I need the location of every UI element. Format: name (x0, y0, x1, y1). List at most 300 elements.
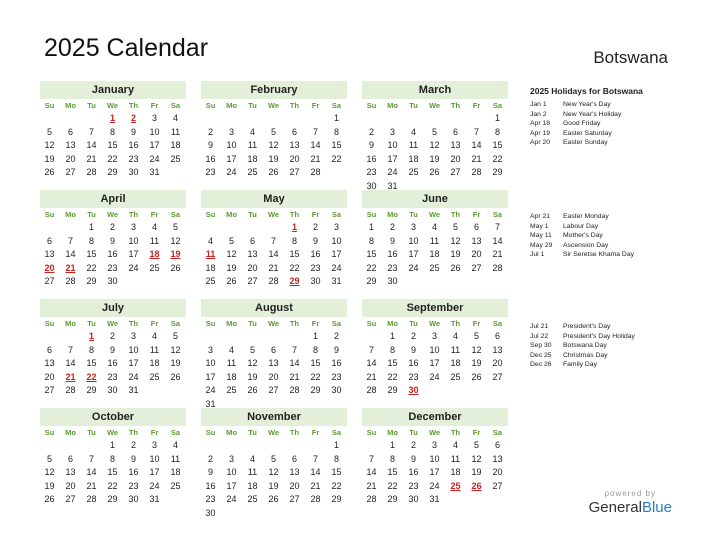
empty-day (361, 112, 382, 126)
calendar-day: 26 (170, 371, 181, 382)
holiday-date: Dec 26 (530, 361, 552, 369)
calendar-day: 12 (268, 467, 279, 477)
holiday-day: 21 (65, 262, 76, 273)
calendar-day: 8 (494, 126, 500, 137)
empty-day (263, 439, 284, 453)
calendar-day: 10 (149, 453, 160, 464)
holiday-item (530, 360, 700, 370)
calendar-day: 17 (331, 249, 342, 259)
calendar-day: 4 (249, 453, 255, 464)
calendar-day: 26 (268, 167, 279, 177)
month-header: July (40, 299, 186, 317)
empty-day (60, 221, 81, 235)
holiday-item (530, 138, 700, 148)
calendar-day: 2 (207, 453, 213, 464)
weekday-label: Mo (226, 428, 237, 437)
calendar-day: 25 (205, 276, 216, 286)
calendar-day: 22 (86, 262, 97, 273)
holiday-date: Apr 21 (530, 213, 551, 220)
calendar-day: 7 (291, 344, 297, 355)
calendar-day: 15 (331, 467, 342, 477)
holiday-date: Jul 21 (530, 323, 549, 330)
holiday-date: Apr 18 (530, 120, 551, 128)
holiday-name: Easter Saturday (563, 129, 612, 137)
weekday-label: Tu (409, 210, 418, 219)
calendar-day: 1 (368, 222, 374, 232)
holiday-day: 29 (289, 276, 300, 286)
weekday-label: Mo (387, 428, 398, 437)
calendar-day: 31 (331, 276, 342, 286)
weekday-label: Fr (150, 428, 159, 437)
calendar-day: 12 (450, 235, 461, 246)
calendar-day: 11 (247, 140, 258, 150)
weekday-label: Mo (65, 101, 76, 110)
calendar-day: 21 (86, 480, 97, 491)
calendar-day: 22 (289, 262, 300, 273)
weekday-label: Su (366, 428, 377, 437)
calendar-day: 28 (492, 262, 503, 273)
calendar-day: 24 (429, 371, 440, 382)
empty-day (39, 112, 60, 126)
calendar-day: 31 (387, 180, 398, 191)
empty-day (424, 112, 445, 126)
holiday-day: 20 (44, 262, 55, 273)
calendar-day: 9 (389, 235, 395, 246)
calendar-day: 25 (170, 153, 181, 164)
calendar-day: 31 (429, 494, 440, 504)
month-header: October (40, 408, 186, 426)
calendar-day: 1 (389, 440, 395, 450)
calendar-day: 11 (408, 140, 419, 150)
month-days-grid (39, 208, 186, 289)
weekday-label: We (428, 428, 441, 437)
weekday-label: Mo (65, 319, 76, 328)
calendar-day: 2 (410, 331, 416, 341)
holiday-date: May 11 (530, 232, 552, 240)
calendar-day: 13 (492, 453, 503, 464)
calendar-day: 1 (88, 222, 94, 232)
calendar-day: 7 (473, 126, 479, 137)
holiday-item (530, 351, 700, 361)
weekday-label: Mo (65, 428, 76, 437)
calendar-day: 1 (333, 440, 339, 450)
calendar-day: 28 (310, 494, 321, 504)
holiday-date: Dec 25 (530, 351, 552, 359)
calendar-day: 5 (452, 222, 458, 232)
calendar-day: 20 (471, 249, 482, 259)
weekday-label: Su (205, 210, 216, 219)
brand-blue: Blue (641, 499, 672, 516)
calendar-day: 27 (44, 276, 55, 286)
weekday-label: Th (128, 428, 139, 437)
weekday-label: Fr (150, 101, 159, 110)
calendar-day: 16 (205, 153, 216, 164)
calendar-day: 28 (65, 385, 76, 395)
calendar-day: 11 (170, 453, 181, 464)
calendar-day: 11 (170, 126, 181, 137)
holiday-name: Mother's Day (563, 232, 603, 240)
calendar-day: 3 (228, 453, 234, 464)
holiday-name: Good Friday (563, 120, 601, 128)
calendar-day: 14 (310, 467, 321, 477)
calendar-day: 18 (450, 358, 461, 368)
calendar-day: 23 (205, 494, 216, 504)
calendar-day: 24 (128, 371, 139, 382)
weekday-label: We (267, 210, 280, 219)
calendar-day: 3 (333, 222, 339, 232)
page-title: 2025 Calendar (44, 34, 209, 62)
calendar-day: 20 (268, 371, 279, 382)
empty-day (403, 112, 424, 126)
calendar-day: 8 (109, 453, 115, 464)
calendar-day: 30 (310, 276, 321, 286)
calendar-day: 26 (429, 167, 440, 177)
calendar-day: 26 (268, 494, 279, 504)
calendar-day: 10 (128, 344, 139, 355)
calendar-day: 18 (205, 262, 216, 273)
calendar-day: 16 (107, 358, 118, 368)
calendar-day: 8 (312, 344, 318, 355)
weekday-label: Th (128, 101, 139, 110)
weekday-label: Tu (248, 210, 257, 219)
calendar-day: 29 (387, 494, 398, 504)
calendar-day: 15 (107, 467, 118, 477)
calendar-day: 30 (107, 385, 118, 395)
calendar-day: 25 (149, 262, 160, 273)
calendar-day: 19 (450, 249, 461, 259)
holiday-date: May 1 (530, 222, 549, 230)
calendar-day: 21 (471, 153, 482, 164)
calendar-day: 30 (331, 385, 342, 395)
calendar-day: 13 (247, 249, 258, 259)
calendar-day: 6 (473, 222, 479, 232)
holiday-group (530, 86, 700, 148)
weekday-label: We (106, 428, 119, 437)
weekday-label: We (267, 428, 280, 437)
weekday-label: Th (128, 319, 139, 328)
calendar-day: 12 (226, 249, 237, 259)
weekday-label: Sa (331, 210, 342, 219)
calendar-day: 5 (473, 331, 479, 341)
holiday-date: Apr 20 (530, 139, 551, 147)
weekday-label: Th (289, 210, 300, 219)
calendar-day: 17 (149, 467, 160, 477)
calendar-day: 14 (86, 467, 97, 477)
calendar-day: 16 (310, 249, 321, 259)
calendar-day: 8 (368, 235, 374, 246)
calendar-day: 21 (366, 371, 377, 382)
calendar-day: 29 (387, 385, 398, 395)
empty-day (60, 330, 81, 344)
calendar-day: 5 (172, 331, 178, 341)
calendar-day: 6 (67, 453, 73, 464)
calendar-day: 17 (128, 358, 139, 368)
calendar-day: 5 (431, 126, 437, 137)
calendar-day: 15 (331, 140, 342, 150)
calendar-day: 12 (471, 344, 482, 355)
calendar-day: 2 (312, 222, 318, 232)
month-july (40, 299, 186, 398)
calendar-day: 15 (387, 358, 398, 368)
empty-day (284, 112, 305, 126)
calendar-day: 5 (172, 222, 178, 232)
calendar-day: 9 (109, 235, 115, 246)
calendar-day: 11 (450, 344, 461, 355)
weekday-label: Su (205, 101, 216, 110)
calendar-day: 18 (226, 371, 237, 382)
calendar-day: 14 (471, 140, 482, 150)
country-name: Botswana (593, 48, 668, 67)
calendar-day: 24 (205, 385, 216, 395)
weekday-label: Sa (492, 428, 503, 437)
footer-brand (589, 489, 672, 516)
calendar-day: 17 (205, 371, 216, 382)
weekday-label: Tu (87, 319, 96, 328)
month-days-grid (39, 426, 186, 507)
calendar-day: 6 (67, 126, 73, 137)
weekday-label: Fr (150, 319, 159, 328)
holiday-date: Jul 22 (530, 332, 549, 340)
calendar-day: 17 (226, 480, 237, 491)
brand-general: General (588, 499, 642, 516)
calendar-day: 22 (366, 262, 377, 273)
calendar-day: 28 (471, 167, 482, 177)
calendar-day: 16 (205, 480, 216, 491)
calendar-day: 8 (389, 344, 395, 355)
calendar-day: 26 (44, 494, 55, 504)
weekday-label: Tu (87, 101, 96, 110)
calendar-day: 27 (492, 371, 503, 382)
calendar-day: 7 (270, 235, 276, 246)
calendar-day: 20 (65, 153, 76, 164)
weekday-label: Tu (248, 101, 257, 110)
calendar-day: 24 (387, 167, 398, 177)
calendar-day: 6 (249, 235, 255, 246)
calendar-day: 26 (226, 276, 237, 286)
calendar-day: 11 (226, 358, 237, 368)
calendar-day: 25 (247, 494, 258, 504)
calendar-day: 30 (107, 276, 118, 286)
weekday-label: Su (44, 101, 55, 110)
month-march (362, 81, 508, 193)
weekday-label: Sa (170, 428, 181, 437)
calendar-day: 24 (149, 480, 160, 491)
weekday-label: Mo (65, 210, 76, 219)
weekday-label: Fr (311, 210, 320, 219)
empty-day (200, 439, 221, 453)
empty-day (284, 330, 305, 344)
calendar-day: 7 (88, 126, 94, 137)
calendar-day: 5 (473, 440, 479, 450)
calendar-day: 14 (289, 358, 300, 368)
calendar-day: 27 (268, 385, 279, 395)
calendar-day: 16 (107, 249, 118, 259)
holiday-day: 19 (170, 249, 181, 259)
calendar-day: 17 (408, 249, 419, 259)
calendar-day: 6 (494, 331, 500, 341)
holiday-name: Labour Day (563, 222, 599, 230)
calendar-day: 7 (312, 126, 318, 137)
calendar-day: 30 (366, 180, 377, 191)
calendar-day: 25 (247, 167, 258, 177)
calendar-day: 8 (109, 126, 115, 137)
empty-day (361, 439, 382, 453)
weekday-label: Tu (409, 428, 418, 437)
calendar-day: 23 (128, 153, 139, 164)
calendar-day: 25 (429, 262, 440, 273)
holiday-day: 1 (291, 222, 297, 232)
calendar-day: 27 (289, 494, 300, 504)
weekday-label: Sa (170, 210, 181, 219)
calendar-day: 19 (226, 262, 237, 273)
calendar-day: 13 (44, 358, 55, 368)
calendar-day: 27 (65, 167, 76, 177)
weekday-label: Sa (492, 210, 503, 219)
calendar-day: 10 (331, 235, 342, 246)
calendar-day: 15 (492, 140, 503, 150)
holiday-day: 21 (65, 371, 76, 382)
empty-day (242, 330, 263, 344)
calendar-day: 28 (366, 385, 377, 395)
empty-day (242, 221, 263, 235)
weekday-label: Su (44, 210, 55, 219)
calendar-day: 15 (86, 249, 97, 259)
holiday-date: Apr 19 (530, 129, 551, 137)
calendar-day: 8 (389, 453, 395, 464)
calendar-day: 3 (389, 126, 395, 137)
month-november (201, 408, 347, 520)
month-may (201, 190, 347, 289)
calendar-day: 17 (387, 153, 398, 164)
calendar-day: 9 (207, 467, 213, 477)
calendar-day: 31 (128, 385, 139, 395)
month-days-grid (361, 208, 508, 289)
calendar-day: 13 (65, 140, 76, 150)
calendar-day: 22 (492, 153, 503, 164)
calendar-day: 19 (268, 480, 279, 491)
calendar-day: 5 (228, 235, 234, 246)
calendar-day: 11 (149, 344, 160, 355)
calendar-day: 28 (65, 276, 76, 286)
month-january (40, 81, 186, 180)
calendar-day: 4 (151, 331, 157, 341)
empty-day (221, 112, 242, 126)
calendar-day: 14 (366, 467, 377, 477)
calendar-day: 22 (387, 480, 398, 491)
calendar-day: 17 (226, 153, 237, 164)
empty-day (60, 112, 81, 126)
calendar-day: 3 (431, 331, 437, 341)
month-december (362, 408, 508, 507)
calendar-day: 26 (450, 262, 461, 273)
month-april (40, 190, 186, 289)
calendar-day: 23 (331, 371, 342, 382)
calendar-day: 3 (130, 331, 136, 341)
holiday-item (530, 212, 700, 222)
calendar-day: 7 (88, 453, 94, 464)
empty-day (445, 112, 466, 126)
calendar-day: 30 (128, 167, 139, 177)
holiday-item (530, 119, 700, 129)
calendar-day: 17 (128, 249, 139, 259)
weekday-label: Sa (492, 319, 503, 328)
calendar-day: 20 (65, 480, 76, 491)
weekday-label: Tu (409, 319, 418, 328)
month-october (40, 408, 186, 507)
calendar-day: 20 (44, 371, 55, 382)
weekday-label: Tu (248, 428, 257, 437)
calendar-day: 1 (312, 331, 318, 341)
calendar-day: 10 (387, 140, 398, 150)
calendar-day: 10 (128, 235, 139, 246)
holiday-date: May 29 (530, 241, 553, 249)
calendar-day: 3 (431, 440, 437, 450)
calendar-day: 24 (128, 262, 139, 273)
calendar-day: 8 (88, 235, 94, 246)
holiday-day: 18 (149, 249, 160, 259)
holiday-item (530, 341, 700, 351)
weekday-label: Fr (472, 428, 481, 437)
calendar-day: 13 (289, 140, 300, 150)
weekday-label: Su (366, 319, 377, 328)
calendar-day: 24 (226, 494, 237, 504)
calendar-day: 12 (44, 467, 55, 477)
weekday-label: Th (450, 210, 461, 219)
calendar-day: 14 (366, 358, 377, 368)
calendar-day: 2 (389, 222, 395, 232)
holiday-item (530, 241, 700, 251)
weekday-label: We (106, 319, 119, 328)
calendar-day: 21 (366, 480, 377, 491)
calendar-day: 24 (408, 262, 419, 273)
calendar-day: 7 (67, 344, 73, 355)
calendar-day: 16 (128, 140, 139, 150)
weekday-label: Fr (472, 210, 481, 219)
calendar-day: 24 (226, 167, 237, 177)
month-days-grid (39, 317, 186, 398)
calendar-day: 6 (270, 344, 276, 355)
weekday-label: Th (128, 210, 139, 219)
month-days-grid (200, 426, 347, 520)
calendar-day: 27 (471, 262, 482, 273)
calendar-day: 13 (268, 358, 279, 368)
holiday-day: 1 (109, 113, 115, 123)
calendar-day: 3 (151, 113, 157, 123)
empty-day (39, 330, 60, 344)
calendar-day: 23 (107, 262, 118, 273)
holiday-item (530, 231, 700, 241)
weekday-label: Tu (409, 101, 418, 110)
calendar-day: 16 (408, 467, 419, 477)
month-august (201, 299, 347, 411)
calendar-day: 16 (331, 358, 342, 368)
empty-day (60, 439, 81, 453)
calendar-day: 1 (389, 331, 395, 341)
calendar-day: 4 (172, 113, 178, 123)
empty-day (263, 112, 284, 126)
calendar-day: 25 (170, 480, 181, 491)
calendar-day: 10 (226, 467, 237, 477)
powered-by-text: powered by (604, 489, 656, 498)
calendar-day: 13 (450, 140, 461, 150)
calendar-day: 3 (151, 440, 157, 450)
calendar-day: 29 (86, 276, 97, 286)
calendar-day: 5 (270, 126, 276, 137)
calendar-day: 29 (107, 494, 118, 504)
calendar-day: 29 (492, 167, 503, 177)
weekday-label: Mo (226, 210, 237, 219)
calendar-day: 4 (452, 331, 458, 341)
